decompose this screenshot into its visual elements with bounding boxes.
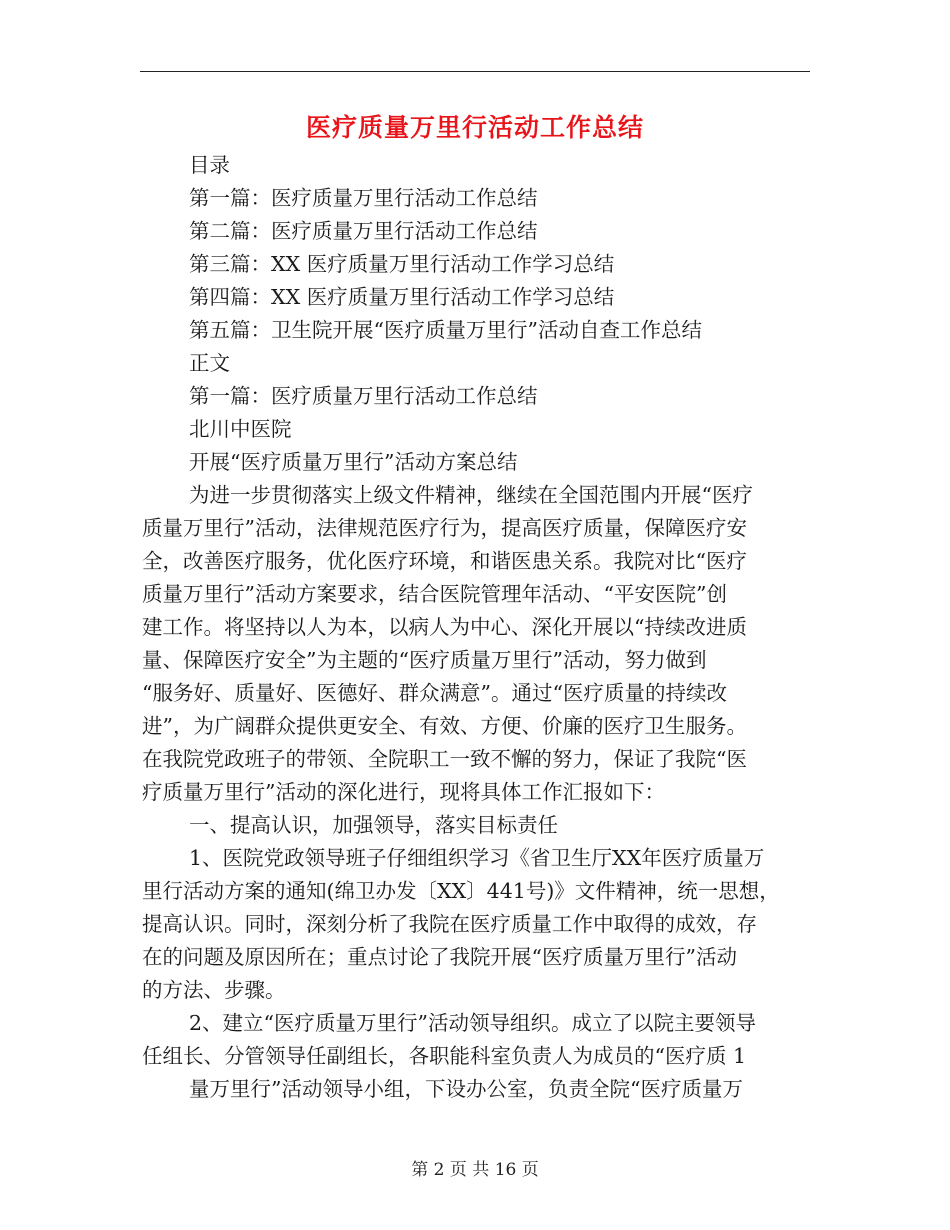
- body-line: 进”，为广阔群众提供更安全、有效、方便、价廉的医疗卫生服务。: [142, 714, 747, 738]
- body-line: 疗质量万里行”活动的深化进行，现将具体工作汇报如下：: [142, 780, 665, 804]
- header-rule: [140, 71, 810, 72]
- body-line: 1、医院党政领导班子仔细组织学习《省卫生厅XX年医疗质量万: [189, 846, 765, 870]
- body-line: 质量万里行”活动，法律规范医疗行为，提高医疗质量，保障医疗安: [142, 516, 747, 540]
- body-line: 在我院党政班子的带领、全院职工一致不懈的努力，保证了我院“医: [142, 747, 747, 771]
- body-line: 量、保障医疗安全”为主题的“医疗质量万里行”活动，努力做到: [142, 648, 707, 672]
- document-title: 医疗质量万里行活动工作总结: [305, 113, 644, 142]
- toc-item: 第四篇：XX 医疗质量万里行活动工作学习总结: [189, 285, 615, 309]
- body-line: 全，改善医疗服务，优化医疗环境，和谐医患关系。我院对比“医疗: [142, 549, 747, 573]
- body-line: 质量万里行”活动方案要求，结合医院管理年活动、“平安医院”创: [142, 582, 727, 606]
- article-title: 第一篇：医疗质量万里行活动工作总结: [189, 384, 538, 408]
- toc-item: 第二篇：医疗质量万里行活动工作总结: [189, 219, 538, 243]
- page-footer: 第 2 页 共 16 页: [411, 1160, 539, 1180]
- body-line: 的方法、步骤。: [142, 978, 286, 1002]
- body-line: 提高认识。同时，深刻分析了我院在医疗质量工作中取得的成效，存: [142, 912, 757, 936]
- article-subtitle: 开展“医疗质量万里行”活动方案总结: [189, 450, 518, 474]
- section-heading: 一、提高认识，加强领导，落实目标责任: [189, 813, 558, 837]
- toc-item: 第三篇：XX 医疗质量万里行活动工作学习总结: [189, 252, 615, 276]
- body-line: 2、建立“医疗质量万里行”活动领导组织。成立了以院主要领导: [189, 1011, 757, 1035]
- body-line: 为进一步贯彻落实上级文件精神，继续在全国范围内开展“医疗: [189, 483, 753, 507]
- body-line: 任组长、分管领导任副组长，各职能科室负责人为成员的“医疗质 1: [142, 1044, 747, 1068]
- body-line: 量万里行”活动领导小组，下设办公室，负责全院“医疗质量万: [189, 1077, 743, 1101]
- article-org: 北川中医院: [189, 417, 292, 441]
- toc-item: 第一篇：医疗质量万里行活动工作总结: [189, 186, 538, 210]
- body-line: 里行活动方案的通知(绵卫办发〔XX〕441号)》文件精神，统一思想，: [142, 879, 780, 903]
- toc-item: 第五篇：卫生院开展“医疗质量万里行”活动自查工作总结: [189, 318, 702, 342]
- body-heading: 正文: [189, 351, 230, 375]
- body-line: “服务好、质量好、医德好、群众满意”。通过“医疗质量的持续改: [142, 681, 727, 705]
- toc-heading: 目录: [189, 153, 230, 177]
- body-line: 建工作。将坚持以人为本，以病人为中心、深化开展以“持续改进质: [142, 615, 747, 639]
- body-line: 在的问题及原因所在；重点讨论了我院开展“医疗质量万里行”活动: [142, 945, 737, 969]
